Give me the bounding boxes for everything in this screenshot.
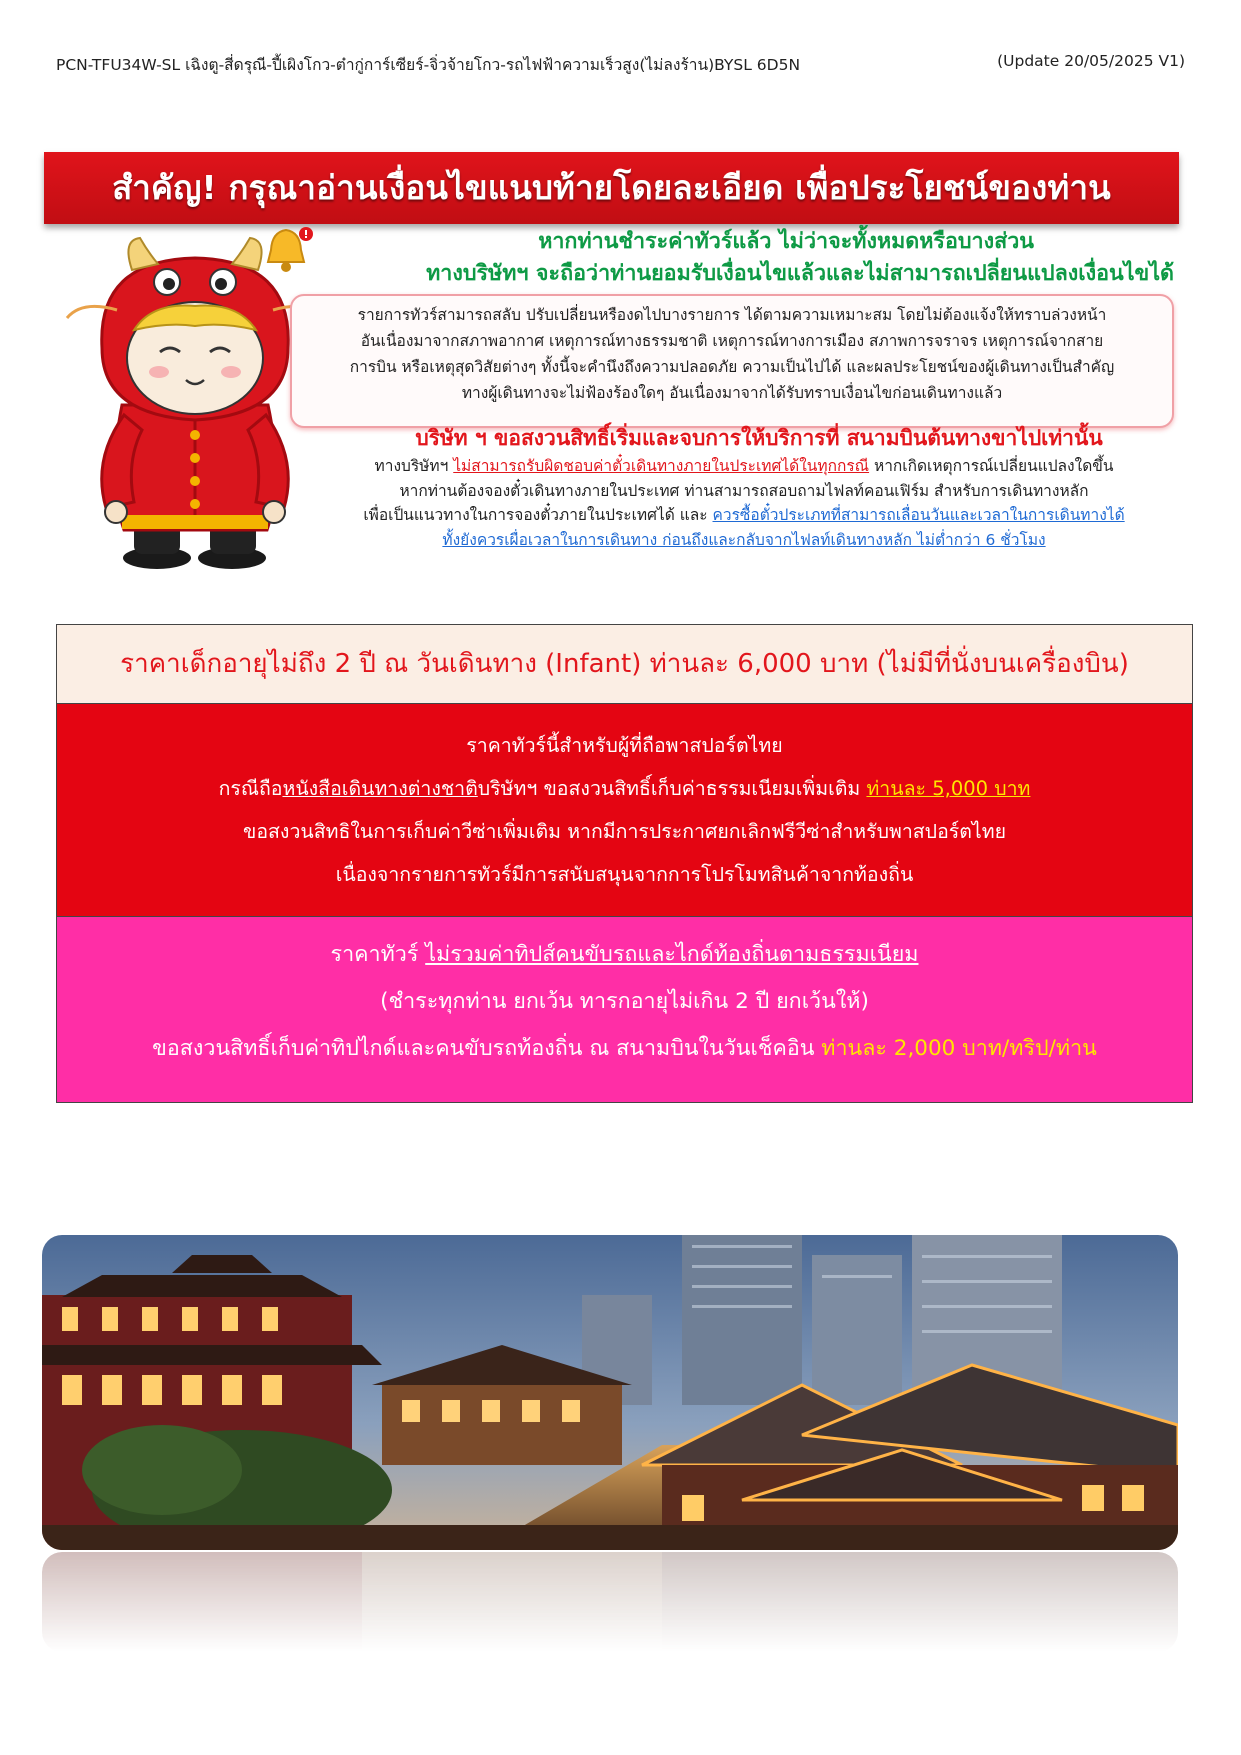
tips-conditions-row [57, 917, 1192, 1102]
tips-exemption-line: (ชำระทุกท่าน ยกเว้น ทารกอายุไม่เกิน 2 ปี ยกเว้นให้) [380, 989, 869, 1014]
foreign-passport-fee: ท่านละ 5,000 บาท [866, 777, 1031, 800]
ticket-line-2: หากท่านต้องจองตั๋วเดินทางภายในประเทศ ท่านสามารถสอบถามไฟลท์คอนเฟิร์ม สำหรับการเดินทางหลัก [399, 481, 1089, 500]
green-line-1: หากท่านชำระค่าทัวร์แล้ว ไม่ว่าจะทั้งหมดหรือบางส่วน [538, 229, 1034, 254]
condition-line: ทางผู้เดินทางจะไม่ฟ้องร้องใดๆ อันเนื่องมาจากได้รับทราบเงื่อนไขก่อนเดินทางแล้ว [461, 384, 1003, 402]
condition-line: รายการทัวร์สามารถสลับ ปรับเปลี่ยนหรืองดไปบางรายการ ได้ตามความเหมาะสม โดยไม่ต้องแจ้งให้ทราบล่วงหน้า [357, 306, 1107, 324]
photo-reflection [42, 1552, 1178, 1652]
bell-icon [256, 222, 316, 282]
tips-not-included-line: ราคาทัวร์ ไม่รวมค่าทิปส์คนขับรถและไกด์ท้องถิ่นตามธรรมเนียม [330, 942, 919, 967]
tips-fee-line: ขอสงวนสิทธิ์เก็บค่าทิปไกด์และคนขับรถท้องถิ่น ณ สนามบินในวันเช็คอิน ท่านละ 2,000 บาท/ทริป/ท่าน [152, 1036, 1097, 1061]
condition-line: อันเนื่องมาจากสภาพอากาศ เหตุการณ์ทางธรรมชาติ เหตุการณ์ทางการเมือง สภาพการจราจร เหตุการณ์จากสาย [360, 332, 1104, 350]
important-notice [44, 152, 1179, 572]
ticket-line-4 [314, 528, 1174, 553]
price-conditions-table [56, 624, 1193, 1103]
passport-conditions-row [57, 704, 1192, 917]
ticket-line-3: เพื่อเป็นแนวทางในการจองตั๋วภายในประเทศได้ และ ควรซื้อตั๋วประเภทที่สามารถเลื่อนวันและเวลาในการเดินทางได้ [363, 506, 1125, 524]
no-responsibility-text: ไม่สามารถรับผิดชอบค่าตั๋วเดินทางภายในประเทศได้ในทุกกรณี [453, 457, 870, 475]
conditions-box [290, 294, 1174, 428]
condition-line: การบิน หรือเหตุสุดวิสัยต่างๆ ทั้งนี้จะคำนึงถึงความปลอดภัย ความเป็นไปได้ และผลประโยชน์ของผู้เดินทางเป็นสำคัญ [349, 358, 1115, 376]
green-line-2: ทางบริษัทฯ จะถือว่าท่านยอมรับเงื่อนไขแล้วและไม่สามารถเปลี่ยนแปลงเงื่อนไขได้ [426, 261, 1174, 286]
infant-price-row: ราคาเด็กอายุไม่ถึง 2 ปี ณ วันเดินทาง (Infant) ท่านละ 6,000 บาท (ไม่มีที่นั่งบนเครื่องบิน) [57, 625, 1192, 704]
promotion-line: เนื่องจากรายการทัวร์มีการสนับสนุนจากการโปรโมทสินค้าจากท้องถิ่น [335, 863, 914, 886]
tips-fee-amount: ท่านละ 2,000 บาท/ทริป/ท่าน [821, 1036, 1097, 1061]
document-header [56, 52, 1185, 76]
chengdu-night-street-photo [42, 1235, 1178, 1550]
payment-acceptance-notice [344, 226, 1174, 290]
service-scope-title: บริษัท ฯ ขอสงวนสิทธิ์เริ่มและจบการให้บริการที่ สนามบินต้นทางขาไปเท่านั้น [415, 426, 1103, 450]
thai-passport-line: ราคาทัวร์นี้สำหรับผู้ที่ถือพาสปอร์ตไทย [466, 734, 783, 757]
foreign-passport-line: กรณีถือหนังสือเดินทางต่างชาติบริษัทฯ ขอสงวนสิทธิ์เก็บค่าธรรมเนียมเพิ่มเติม ท่านละ 5,000 บาท [218, 777, 1031, 800]
update-date: (Update 20/05/2025 V1) [997, 52, 1185, 70]
visa-fee-line: ขอสงวนสิทธิในการเก็บค่าวีซ่าเพิ่มเติม หากมีการประกาศยกเลิกฟรีวีซ่าสำหรับพาสปอร์ตไทย [242, 820, 1006, 843]
notice-banner: สำคัญ! กรุณาอ่านเงื่อนไขแนบท้ายโดยละเอียด เพื่อประโยชน์ของท่าน [44, 152, 1179, 224]
flexible-ticket-advice: ควรซื้อตั๋วประเภทที่สามารถเลื่อนวันและเวลาในการเดินทางได้ [712, 506, 1125, 524]
domestic-ticket-notice [314, 454, 1174, 552]
ticket-line-1: ทางบริษัทฯ ไม่สามารถรับผิดชอบค่าตั๋วเดินทางภายในประเทศได้ในทุกกรณี หากเกิดเหตุการณ์เปลี่ยนแปลงใดขึ้น [374, 457, 1114, 475]
tour-code: PCN-TFU34W-SL เฉิงตู-สี่ดรุณี-ปี้เผิงโกว-ต๋ากู่การ์เซียร์-จิ่วจ้ายโกว-รถไฟฟ้าความเร็วสูง(ไม่ลงร้าน)BYSL 6D5N [56, 56, 801, 74]
buffer-time-advice: ทั้งยังควรเผื่อเวลาในการเดินทาง ก่อนถึงและกลับจากไฟลท์เดินทางหลัก ไม่ต่ำกว่า 6 ชั่วโมง [442, 530, 1046, 549]
